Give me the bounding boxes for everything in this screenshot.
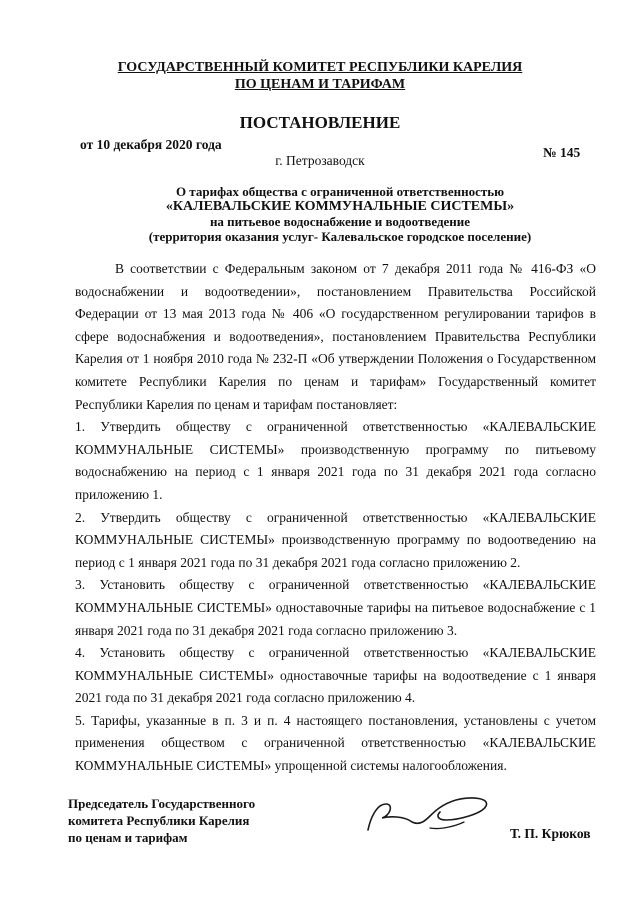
subject-line2: «КАЛЕВАЛЬСКИЕ КОММУНАЛЬНЫЕ СИСТЕМЫ» xyxy=(165,199,515,214)
preamble-paragraph: В соответствии с Федеральным законом от 7 декабря 2011 года № 416-ФЗ «О водоснабжении и водоотведении», постановлением Правительства Российской Федерации от 13 мая 2013 года № 406 «О государственном регулировании тарифов в сфере водоснабжения и водоотведения», постановлением Правительства Республики Карелия от 1 ноября 2010 года № 232-П «Об утверждении Положения о Государственном комитете Республики Карелия по ценам и тарифам» Государственный комитет Республики Карелия по ценам и тарифам постановляет: xyxy=(75,261,596,412)
committee-name-line1: ГОСУДАРСТВЕННЫЙ КОМИТЕТ РЕСПУБЛИКИ КАРЕЛИЯ xyxy=(117,60,523,75)
signature-title-line2: комитета Республики Карелия xyxy=(68,813,250,828)
document-city: г. Петрозаводск xyxy=(275,153,365,168)
committee-name-line2: ПО ЦЕНАМ И ТАРИФАМ xyxy=(234,77,406,92)
resolution-item-4: 4. Установить обществу с ограниченной ответственностью «КАЛЕВАЛЬСКИЕ КОММУНАЛЬНЫЕ СИСТЕМЫ» одноставочные тарифы на водоотведение с 1 января 2021 года по 31 декабря 2021 года согласно приложению 4. xyxy=(75,645,596,706)
resolution-item-5: 5. Тарифы, указанные в п. 3 и п. 4 настоящего постановления, установлены с учетом применения обществом с ограниченной ответственностью «КАЛЕВАЛЬСКИЕ КОММУНАЛЬНЫЕ СИСТЕМЫ» упрощенной системы налогообложения. xyxy=(75,712,596,774)
resolution-item-2: 2. Утвердить обществу с ограниченной ответственностью «КАЛЕВАЛЬСКИЕ КОММУНАЛЬНЫЕ СИСТЕМЫ» производственную программу по водоотведению на период с 1 января 2021 года по 31 декабря 2021 года согласно приложению 2. xyxy=(75,509,596,570)
resolution-item-3: 3. Установить обществу с ограниченной ответственностью «КАЛЕВАЛЬСКИЕ КОММУНАЛЬНЫЕ СИСТЕМЫ» одноставочные тарифы на питьевое водоснабжение с 1 января 2021 года по 31 декабря 2021 года согласно приложению 3. xyxy=(75,577,596,638)
subject-line3: на питьевое водоснабжение и водоотведение xyxy=(209,214,471,229)
signature-title-line1: Председатель Государственного xyxy=(68,796,256,811)
signature-title-line3: по ценам и тарифам xyxy=(68,830,188,845)
document-type-title: ПОСТАНОВЛЕНИЕ xyxy=(239,113,401,132)
document-date: от 10 декабря 2020 года xyxy=(80,137,222,152)
subject-line4: (территория оказания услуг- Калевальское городское поселение) xyxy=(148,229,532,244)
subject-line1: О тарифах общества с ограниченной ответственностью xyxy=(175,184,505,199)
document-body xyxy=(75,258,596,778)
resolution-item-1: 1. Утвердить обществу с ограниченной ответственностью «КАЛЕВАЛЬСКИЕ КОММУНАЛЬНЫЕ СИСТЕМЫ» производственную программу по питьевому водоснабжению на период с 1 января 2021 года по 31 декабря 2021 года согласно приложению 1. xyxy=(75,419,596,502)
document-number: № 145 xyxy=(543,145,581,160)
signer-name: Т. П. Крюков xyxy=(510,826,591,841)
handwritten-signature xyxy=(360,790,500,840)
